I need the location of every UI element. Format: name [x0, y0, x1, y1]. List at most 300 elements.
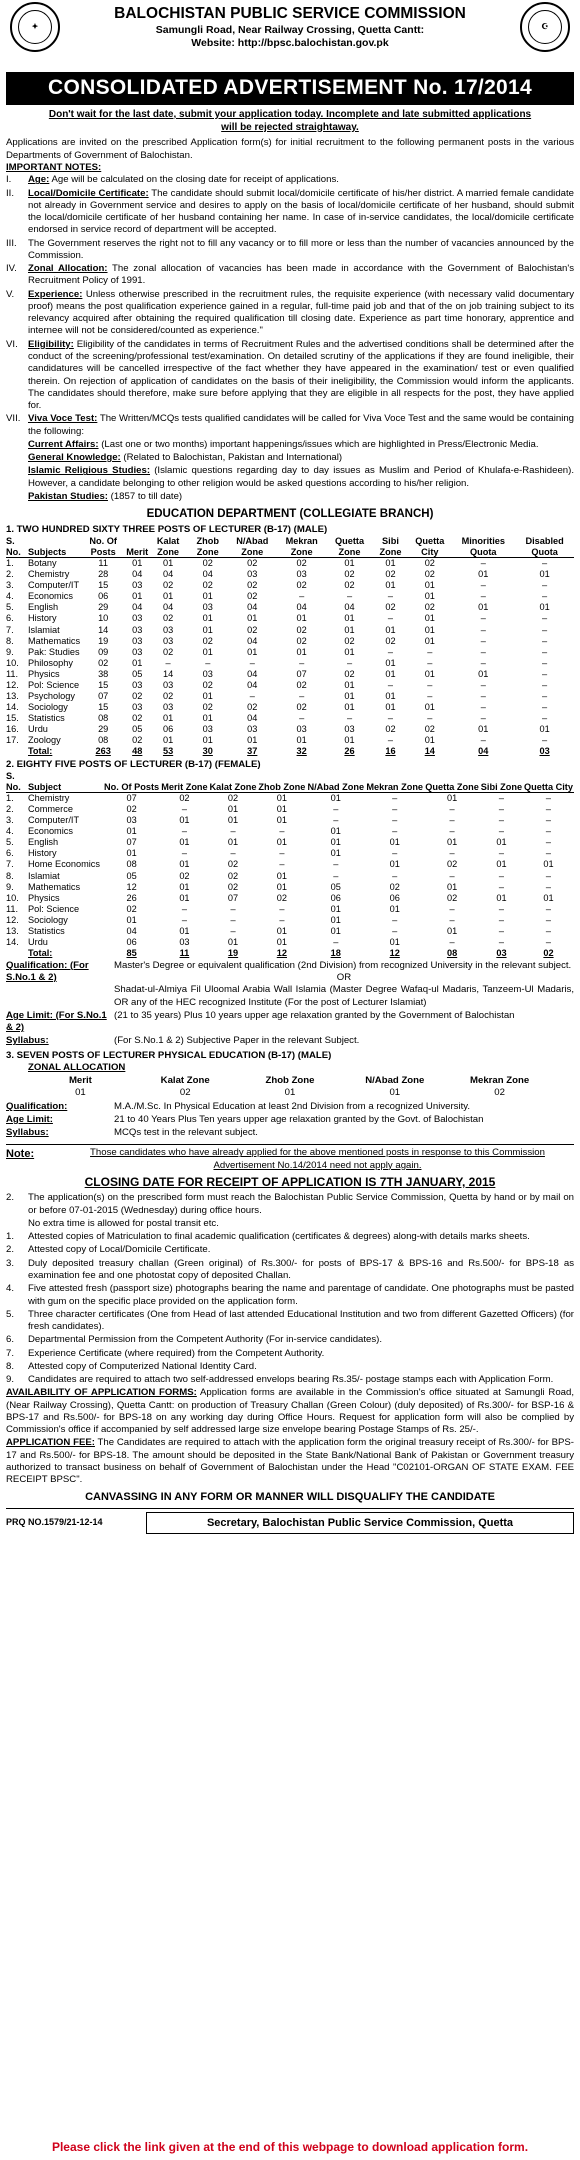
table-cell: –: [205, 657, 211, 668]
note-item: [6, 413, 574, 438]
note-label: Note:: [6, 1148, 35, 1161]
table-cell: –: [498, 925, 505, 936]
table-cell: –: [545, 936, 552, 947]
table-cell: 01: [247, 646, 258, 657]
table-cell: 12.: [6, 679, 19, 690]
table-cell: 06: [126, 936, 137, 947]
table-cell: Zoology: [28, 734, 61, 745]
table-cell: 02: [202, 635, 213, 646]
table-cell: 15: [98, 580, 109, 591]
table-cell: 02: [344, 668, 355, 679]
table-cell: 13.: [6, 690, 19, 701]
table-row: [6, 915, 574, 926]
table-cell: –: [498, 793, 505, 804]
table-cell: –: [498, 848, 505, 859]
table-cell: 02: [247, 591, 258, 602]
table-row: [6, 926, 574, 937]
column-header: No. Of Posts: [80, 536, 126, 558]
availability-paragraph: [6, 1387, 574, 1436]
pe-qualification-text: M.A./M.Sc. In Physical Education at least 2nd Division from a recognized University.: [114, 1100, 471, 1112]
table-cell: 02: [202, 701, 213, 712]
table-cell: 02: [126, 903, 137, 914]
table-cell: 01: [478, 723, 489, 734]
table-cell: –: [480, 624, 486, 635]
note-text: Those candidates who have already applied for the above mentioned posts in response to this Commission Advertisement No.14/2014 need not apply again.: [90, 1147, 545, 1171]
table-cell: 04: [247, 602, 258, 613]
table-cell: –: [498, 804, 505, 815]
table-cell: 01: [424, 591, 435, 602]
table-cell: –: [346, 657, 353, 668]
table-cell: 28: [98, 569, 109, 580]
table-cell: –: [392, 848, 398, 859]
table-cell: 01: [424, 635, 435, 646]
table-cell: –: [449, 903, 455, 914]
table-cell: 02: [385, 569, 396, 580]
table-cell: 01: [330, 826, 341, 837]
table-cell: 01: [539, 602, 550, 613]
table-cell: –: [498, 903, 505, 914]
document-number: 7.: [6, 1347, 15, 1359]
table-cell: –: [387, 646, 394, 657]
total-cell: 12: [389, 947, 400, 958]
note-number: I.: [6, 174, 12, 186]
table-cell: Mathematics: [28, 635, 81, 646]
note-label: Local/Domicile Certificate:: [28, 187, 149, 199]
table-cell: 07: [126, 793, 137, 804]
total-cell: 18: [330, 947, 341, 958]
advertisement-title: CONSOLIDATED ADVERTISEMENT No. 17/2014: [6, 72, 574, 105]
syllabus-text: (For S.No.1 & 2) Subjective Paper in the relevant Subject.: [114, 1035, 360, 1047]
table-cell: 03: [132, 580, 143, 591]
note-number: V.: [6, 288, 15, 300]
closing-paragraph-number: [6, 1218, 28, 1230]
table-row: [6, 613, 574, 624]
document-number: 6.: [6, 1334, 15, 1346]
table-cell: –: [542, 635, 548, 646]
table-cell: 01: [389, 936, 400, 947]
table-cell: 01: [276, 881, 287, 892]
table-cell: 01: [227, 815, 239, 826]
table-cell: 02: [446, 859, 458, 870]
table-cell: Pol: Science: [28, 903, 80, 914]
table-cell: –: [449, 848, 455, 859]
table-row: [6, 713, 574, 724]
table-cell: 01: [344, 558, 355, 569]
table-cell: 01: [344, 734, 355, 745]
table-row: [6, 658, 574, 669]
document-text: Attested copies of Matriculation to final academic qualification (certificates & degrees) along-with details marks sheets.: [28, 1231, 530, 1243]
table-cell: History: [28, 848, 57, 859]
table-cell: –: [480, 646, 486, 657]
table-cell: Urdu: [28, 723, 48, 734]
table-row: [6, 647, 574, 658]
table-cell: 01: [227, 936, 239, 947]
commission-seal-icon: ☪: [520, 2, 570, 52]
note-text: Eligibility of the candidates in terms of Recruitment Rules and the advertised conditions shall be determined after the conduct of the screening/professional test/examination. On detailed scrutiny of the applications if they are found ineligible, their candidatures will be cancelled irrespective of the fact whether they have appeared in the examination/ test or even qualified therein. On rejection of application of candidates on the basis of their ineligibility, the Commission would inform the applicants. The candidates should therefore, make sure before applying that they are eligible in all respects for the post, they have applied for.: [28, 338, 574, 412]
table-cell: –: [279, 848, 285, 859]
table-cell: –: [230, 925, 236, 936]
zone-value: 01: [75, 1087, 86, 1099]
zone-name: Merit: [68, 1075, 92, 1087]
table-cell: Commerce: [28, 804, 73, 815]
table-cell: 02: [162, 690, 174, 701]
table-cell: 15: [98, 679, 109, 690]
table-cell: 01: [276, 837, 287, 848]
advertisement-body: [6, 0, 574, 2135]
table-row: [6, 793, 574, 805]
table-cell: –: [545, 903, 552, 914]
org-name: BALOCHISTAN PUBLIC SERVICE COMMISSION: [114, 5, 466, 22]
zone-value: 02: [494, 1087, 505, 1099]
table-cell: –: [279, 914, 285, 925]
table-cell: 02: [296, 624, 307, 635]
table-cell: –: [449, 804, 455, 815]
note-body: [28, 188, 574, 237]
table-cell: Sociology: [28, 914, 68, 925]
table-cell: –: [346, 591, 353, 602]
intro-paragraph: Applications are invited on the prescribed Application form(s) for initial recruitment to the following permanent posts in the various Departments of Government of Balochistan.: [6, 137, 574, 161]
document-text: Departmental Permission from the Competent Authority (For in-service candidates).: [28, 1334, 383, 1346]
table-row: [6, 558, 574, 570]
table-cell: 29: [98, 602, 109, 613]
table-cell: 01: [385, 657, 396, 668]
table-cell: 02: [202, 679, 213, 690]
table-cell: 05: [126, 870, 137, 881]
table-cell: 02: [202, 580, 213, 591]
table-row: [6, 871, 574, 882]
table-cell: 01: [132, 558, 143, 569]
zone-name: Zhob Zone: [265, 1075, 315, 1087]
table-cell: –: [545, 914, 552, 925]
table-cell: –: [333, 936, 339, 947]
table-cell: 02: [179, 870, 190, 881]
table-cell: 9.: [6, 646, 14, 657]
note-number: VI.: [6, 338, 18, 350]
table-cell: 07: [296, 668, 307, 679]
table-row: [6, 691, 574, 702]
document-item: [6, 1258, 574, 1283]
table-cell: 02: [385, 635, 396, 646]
document-item: [6, 1244, 574, 1256]
document-item: [6, 1361, 574, 1373]
syllabus-label: Syllabus:: [6, 1035, 49, 1047]
table-cell: –: [392, 925, 398, 936]
table-cell: 01: [330, 848, 341, 859]
note-number: VII.: [6, 413, 21, 425]
table-cell: 15.: [6, 712, 19, 723]
document-item: [6, 1283, 574, 1308]
table-cell: 03: [162, 635, 174, 646]
table-cell: 02: [132, 690, 143, 701]
table-cell: Computer/IT: [28, 815, 80, 826]
zone-value: 02: [179, 1087, 191, 1099]
table-cell: 14: [98, 624, 109, 635]
table-cell: 01: [247, 734, 258, 745]
syllabus-row: [6, 1035, 574, 1047]
table-row: [6, 904, 574, 915]
table-cell: –: [542, 657, 548, 668]
column-header: Zhob Zone: [188, 536, 228, 558]
table-cell: 01: [424, 701, 435, 712]
note-item: [6, 188, 574, 237]
table-cell: 01: [276, 804, 287, 815]
table-cell: –: [542, 690, 548, 701]
table-cell: 04: [296, 602, 307, 613]
table-cell: 03: [132, 635, 143, 646]
table-cell: 02: [389, 881, 400, 892]
table-cell: 02: [344, 580, 355, 591]
table-cell: 01: [126, 848, 137, 859]
table-cell: 7.: [6, 859, 14, 870]
table-cell: 01: [424, 613, 435, 624]
table-cell: 01: [276, 815, 287, 826]
table-cell: –: [299, 712, 305, 723]
table-cell: 01: [227, 837, 239, 848]
table-cell: 01: [179, 881, 190, 892]
table2-title: 2. EIGHTY FIVE POSTS OF LECTURER (B-17) (FEMALE): [6, 758, 261, 770]
table-cell: –: [427, 646, 433, 657]
table-cell: 9.: [6, 881, 14, 892]
table-cell: 26: [126, 892, 137, 903]
table-row: [6, 804, 574, 815]
table-cell: 01: [385, 580, 396, 591]
total-row: [6, 948, 574, 959]
column-header: Mekran Zone: [365, 771, 424, 793]
org-website: Website: http://bpsc.balochistan.gov.pk: [191, 37, 389, 50]
viva-item-text: (Last one or two months) important happenings/issues which are highlighted in Press/Electronic Media.: [98, 438, 539, 450]
table-cell: –: [299, 690, 305, 701]
table-cell: 01: [330, 914, 341, 925]
fee-paragraph: [6, 1437, 574, 1486]
document-text: Experience Certificate (where required) from the Competent Authority.: [28, 1347, 325, 1359]
total-cell: 03: [539, 745, 550, 756]
table-cell: 01: [496, 859, 507, 870]
table-cell: 05: [132, 723, 143, 734]
download-link-note: Please click the link given at the end of this webpage to download application form.: [51, 2140, 529, 2154]
table-row: [6, 893, 574, 904]
pe-syllabus-text: MCQs test in the relevant subject.: [114, 1127, 258, 1139]
table-cell: 03: [132, 646, 143, 657]
table-cell: 01: [162, 591, 174, 602]
table-cell: 3.: [6, 580, 14, 591]
table-cell: –: [449, 870, 455, 881]
column-header: Quetta Zone: [424, 771, 480, 793]
table-cell: 02: [227, 793, 239, 804]
table-cell: Mathematics: [28, 881, 81, 892]
table-cell: –: [299, 591, 305, 602]
viva-item-text: (Islamic questions regarding day to day issues as Muslim and Period of Khulafa-e-Rashideen). However, a candidate belonging to other religion would be asked questions according to his/her religion.: [28, 465, 574, 489]
viva-item-label: Current Affairs:: [28, 438, 99, 450]
table-cell: 02: [296, 679, 307, 690]
zone-name: Kalat Zone: [160, 1075, 210, 1087]
zone-value: 01: [284, 1087, 296, 1099]
column-header: Kalat Zone: [148, 536, 188, 558]
table-cell: 03: [126, 815, 137, 826]
table-cell: 12.: [6, 914, 19, 925]
table-cell: 01: [496, 892, 507, 903]
table-cell: 15: [98, 701, 109, 712]
table-cell: 03: [247, 723, 258, 734]
table-row: [6, 680, 574, 691]
table-cell: –: [333, 859, 339, 870]
note-body: [28, 263, 574, 288]
table-cell: 06: [162, 723, 174, 734]
table-cell: 01: [330, 925, 341, 936]
column-header: Mekran Zone: [277, 536, 326, 558]
column-header: Merit: [126, 536, 148, 558]
column-header: N/Abad Zone: [306, 771, 365, 793]
closing-paragraph: [6, 1192, 574, 1217]
total-cell: 53: [162, 745, 174, 756]
table-cell: Economics: [28, 591, 73, 602]
table-cell: Economics: [28, 826, 73, 837]
table-cell: 02: [296, 701, 307, 712]
table-cell: 01: [179, 837, 190, 848]
table-cell: 04: [162, 602, 174, 613]
table-cell: –: [333, 870, 339, 881]
table-cell: –: [480, 712, 486, 723]
table-cell: –: [545, 848, 552, 859]
table-cell: 06: [389, 892, 400, 903]
table-cell: –: [498, 881, 505, 892]
document-text: Attested copy of Local/Domicile Certificate.: [28, 1244, 211, 1256]
table-cell: 01: [202, 624, 213, 635]
viva-item: [28, 465, 574, 490]
viva-voce-items: [28, 439, 574, 503]
table-cell: 02: [296, 580, 307, 591]
table-cell: 01: [330, 837, 341, 848]
table-cell: Islamiat: [28, 624, 60, 635]
table-cell: –: [449, 815, 455, 826]
note-text: Unless otherwise prescribed in the recruitment rules, the requisite experience (with necessary valid documentary proof) means the post qualification experience gained in a regular, full-time paid job and that of the on job training subject to its relevancy acquired after obtaining the required qualification till closing date. Experience as part time honorary, apprentice and internee will not be considered/counted as experience.": [28, 288, 574, 337]
document-item: [6, 1231, 574, 1243]
table-cell: 01: [543, 859, 554, 870]
pe-age-text: 21 to 40 Years Plus Ten years upper age relaxation granted by the Govt. of Balochistan: [114, 1113, 484, 1125]
pe-syllabus-row: [6, 1127, 574, 1139]
document-item: [6, 1334, 574, 1346]
table-cell: –: [387, 734, 394, 745]
table-cell: 11.: [6, 668, 19, 679]
table-cell: –: [480, 690, 486, 701]
table-cell: 01: [389, 859, 400, 870]
document-text: Five attested fresh (passport size) photographs bearing the name and parentage of candidate. One photographs must be pasted with gum on the specific place provided on the application form.: [28, 1283, 574, 1307]
table-cell: English: [28, 602, 59, 613]
table-cell: 02: [296, 635, 307, 646]
table-cell: Statistics: [28, 925, 65, 936]
column-header: Merit Zone: [160, 771, 208, 793]
table-cell: 03: [296, 723, 307, 734]
table-cell: 01: [179, 892, 190, 903]
table-cell: 02: [247, 701, 258, 712]
note-label: Age:: [28, 174, 50, 186]
table-cell: 02: [126, 804, 137, 815]
zone-value: 01: [389, 1087, 401, 1099]
table-cell: 01: [543, 892, 554, 903]
table-cell: 08: [98, 712, 109, 723]
table-cell: –: [542, 668, 548, 679]
table-cell: –: [346, 712, 353, 723]
note-number: III.: [6, 237, 17, 249]
table-row: [6, 937, 574, 948]
table-cell: –: [181, 848, 187, 859]
table-cell: 02: [247, 580, 258, 591]
closing-paragraph: [6, 1218, 574, 1230]
table-cell: 02: [446, 892, 458, 903]
table-cell: 01: [385, 668, 396, 679]
table-cell: 04: [202, 569, 213, 580]
table-row: [6, 602, 574, 613]
closing-date: CLOSING DATE FOR RECEIPT OF APPLICATION IS 7TH JANUARY, 2015: [84, 1175, 496, 1190]
column-header: Quetta City: [523, 771, 574, 793]
table-cell: 08: [98, 734, 109, 745]
document-number: 9.: [6, 1374, 15, 1386]
note-text: Age will be calculated on the closing date for receipt of applications.: [49, 174, 339, 186]
table-cell: 01: [385, 558, 396, 569]
pe-qualification-row: [6, 1101, 574, 1113]
availability-text: Application forms are available in the Commission's office situated at Samungli Road, (Near Railway Crossing), Quetta Cantt: on production of Treasury Challan (Green Colour) (duly deposited) of Rs.300/- for BSP-16 & BPS-17 and Rs.500/- for BPS-18 on any working day during Office Hours. Request for application form will also be complied by Commission's office if accompanied by self addressed large size envelope bearing Postage Stamps of Rs. 25/-.: [6, 1387, 574, 1436]
table-cell: –: [480, 734, 486, 745]
note-label: Zonal Allocation:: [28, 263, 108, 275]
column-header: Disabled Quota: [515, 536, 574, 558]
zonal-allocation-grid: [28, 1075, 552, 1100]
table-cell: 5.: [6, 602, 14, 613]
table-cell: –: [230, 914, 236, 925]
total-cell: 12: [276, 947, 287, 958]
table-cell: 01: [424, 668, 435, 679]
document-text: Three character certificates (One from Head of last attended Educational Institution and two from different Gazetted Officers) (for fresh candidates).: [28, 1308, 574, 1333]
table-cell: –: [249, 657, 255, 668]
table-cell: –: [392, 826, 398, 837]
total-cell: 32: [296, 745, 307, 756]
table-cell: 01: [446, 793, 458, 804]
table-cell: 01: [344, 701, 355, 712]
pe-age-label: Age Limit:: [6, 1113, 53, 1125]
table-cell: 14: [162, 668, 174, 679]
qualification-or: OR: [336, 972, 352, 984]
table-cell: 6.: [6, 613, 14, 624]
viva-item: [28, 491, 574, 503]
table-cell: 01: [276, 925, 287, 936]
table-cell: –: [181, 804, 187, 815]
table-cell: 01: [478, 668, 489, 679]
column-header: N/Abad Zone: [228, 536, 277, 558]
table-cell: 02: [385, 602, 396, 613]
note-body: [28, 238, 574, 263]
table-cell: 04: [247, 668, 258, 679]
notes-list: [6, 174, 574, 438]
table-cell: –: [449, 826, 455, 837]
table-cell: 02: [162, 613, 174, 624]
viva-item: [28, 439, 574, 451]
secretary-signature-block: Secretary, Balochistan Public Service Commission, Quetta: [146, 1512, 574, 1534]
age-limit-text: (21 to 35 years) Plus 10 years upper age relaxation granted by the Government of Balochistan: [114, 1009, 515, 1021]
age-limit-row: [6, 1010, 574, 1035]
total-cell: 37: [247, 745, 258, 756]
table-cell: Physics: [28, 668, 60, 679]
table-cell: 01: [330, 903, 341, 914]
closing-paragraphs: [6, 1192, 574, 1230]
table-cell: 03: [162, 679, 174, 690]
fee-text: The Candidates are required to attach with the application form the original treasury receipt of Rs.300/- for BPS-17 and Rs.500/- for BPS-18. The amount should be deposited in the State Bank/National Bank of Pakistan or Government treasury authorized to transact business on behalf of Government of Balochistan under the Head "C02101-ORGAN OF STATE EXAM. FEE RECEIPT BPSC".: [6, 1437, 574, 1486]
table-cell: 01: [330, 793, 341, 804]
table-row: [6, 859, 574, 870]
table-cell: –: [449, 936, 455, 947]
table-cell: –: [387, 679, 394, 690]
total-cell: 48: [132, 745, 143, 756]
table-row: [6, 636, 574, 647]
note-text: The candidate should submit local/domicile certificate of his/her district. A married female candidate not already in Government service and desires to apply on the basis of local/domicile certificate of her husband, should submit the local/domicile certificate of her husband containing her name. In case of in-service candidates, the local/domicile certificate endorsed in service record of department will be accepted.: [28, 187, 574, 236]
canvassing-warning: CANVASSING IN ANY FORM OR MANNER WILL DISQUALIFY THE CANDIDATE: [85, 1491, 495, 1504]
